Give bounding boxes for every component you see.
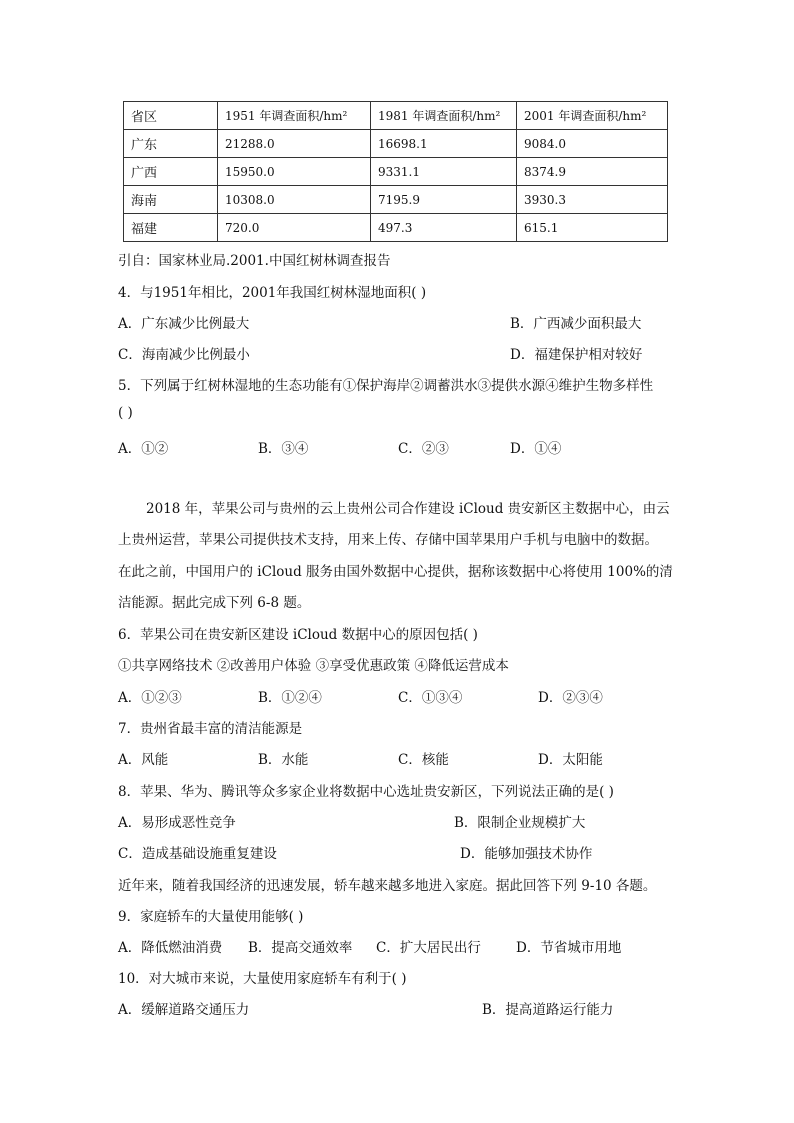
table-header-row <box>124 102 668 130</box>
table-cell: 广东 <box>124 130 218 158</box>
q6-option-d: D．②③④ <box>538 690 603 706</box>
table-row <box>124 158 668 186</box>
table-cell: 9331.1 <box>371 158 517 186</box>
table-cell: 广西 <box>124 158 218 186</box>
q9-option-a: A．降低燃油消费 <box>118 940 223 956</box>
question-6-stem: 6．苹果公司在贵安新区建设 iCloud 数据中心的原因包括( ) <box>118 627 478 643</box>
q8-option-d: D．能够加强技术协作 <box>460 846 593 862</box>
table-cell: 福建 <box>124 214 218 242</box>
q4-option-b: B．广西减少面积最大 <box>510 316 642 332</box>
q5-option-a: A．①② <box>118 441 169 457</box>
table-cell: 9084.0 <box>517 130 668 158</box>
q6-statements: ①共享网络技术 ②改善用户体验 ③享受优惠政策 ④降低运营成本 <box>118 658 509 674</box>
table-cell: 615.1 <box>517 214 668 242</box>
q6-option-b: B．①②④ <box>258 690 322 706</box>
q9-option-d: D．节省城市用地 <box>516 940 622 956</box>
q6-option-c: C．①③④ <box>398 690 463 706</box>
table-cell: 3930.3 <box>517 186 668 214</box>
table-cell: 16698.1 <box>371 130 517 158</box>
question-5-stem: 5．下列属于红树林湿地的生态功能有①保护海岸②调蓄洪水③提供水源④维护生物多样性 <box>118 378 654 394</box>
table-cell: 15950.0 <box>218 158 371 186</box>
question-10-stem: 10．对大城市来说，大量使用家庭轿车有利于( ) <box>118 971 407 987</box>
q4-option-c: C．海南减少比例最小 <box>118 347 250 363</box>
question-5-stem-bracket: ( ) <box>118 405 133 421</box>
header-cell: 省区 <box>124 102 218 130</box>
table-source: 引自：国家林业局.2001.中国红树林调查报告 <box>118 253 391 269</box>
header-cell: 1981 年调查面积/hm² <box>371 102 517 130</box>
q7-option-c: C．核能 <box>398 752 449 768</box>
q4-option-a: A．广东减少比例最大 <box>118 316 250 332</box>
table-cell: 720.0 <box>218 214 371 242</box>
q7-option-a: A．风能 <box>118 752 169 768</box>
q4-option-d: D．福建保护相对较好 <box>510 347 643 363</box>
table-row <box>124 130 668 158</box>
question-7-stem: 7．贵州省最丰富的清洁能源是 <box>118 721 303 737</box>
table-row <box>124 186 668 214</box>
q10-option-a: A．缓解道路交通压力 <box>118 1002 250 1018</box>
q5-option-b: B．③④ <box>258 441 309 457</box>
q5-option-d: D．①④ <box>510 441 562 457</box>
passage-9-10: 近年来，随着我国经济的迅速发展，轿车越来越多地进入家庭。据此回答下列 9-10 各题。 <box>118 878 657 894</box>
header-cell: 1951 年调查面积/hm² <box>218 102 371 130</box>
q8-option-b: B．限制企业规模扩大 <box>454 815 586 831</box>
q7-option-b: B．水能 <box>258 752 309 768</box>
mangrove-area-table <box>123 101 668 242</box>
table-row <box>124 214 668 242</box>
question-8-stem: 8．苹果、华为、腾讯等众多家企业将数据中心选址贵安新区，下列说法正确的是( ) <box>118 784 614 800</box>
passage-line-4: 洁能源。据此完成下列 6-8 题。 <box>118 595 311 611</box>
table-cell: 7195.9 <box>371 186 517 214</box>
header-cell: 2001 年调查面积/hm² <box>517 102 668 130</box>
passage-line-2: 上贵州运营，苹果公司提供技术支持，用来上传、存储中国苹果用户手机与电脑中的数据。 <box>118 532 658 548</box>
table-cell: 497.3 <box>371 214 517 242</box>
table-cell: 海南 <box>124 186 218 214</box>
table-cell: 10308.0 <box>218 186 371 214</box>
q9-option-c: C．扩大居民出行 <box>376 940 481 956</box>
passage-line-3: 在此之前，中国用户的 iCloud 服务由国外数据中心提供，据称该数据中心将使用 100%的清 <box>118 564 673 580</box>
q9-option-b: B．提高交通效率 <box>248 940 353 956</box>
question-4-stem: 4．与1951年相比，2001年我国红树林湿地面积( ) <box>118 285 427 301</box>
q7-option-d: D．太阳能 <box>538 752 603 768</box>
passage-line-1: 2018 年，苹果公司与贵州的云上贵州公司合作建设 iCloud 贵安新区主数据中心，由云 <box>146 501 670 517</box>
q8-option-a: A．易形成恶性竞争 <box>118 815 236 831</box>
q5-option-c: C．②③ <box>398 441 449 457</box>
question-9-stem: 9．家庭轿车的大量使用能够( ) <box>118 909 304 925</box>
q8-option-c: C．造成基础设施重复建设 <box>118 846 277 862</box>
table-cell: 21288.0 <box>218 130 371 158</box>
q6-option-a: A．①②③ <box>118 690 182 706</box>
q10-option-b: B．提高道路运行能力 <box>482 1002 614 1018</box>
table-cell: 8374.9 <box>517 158 668 186</box>
